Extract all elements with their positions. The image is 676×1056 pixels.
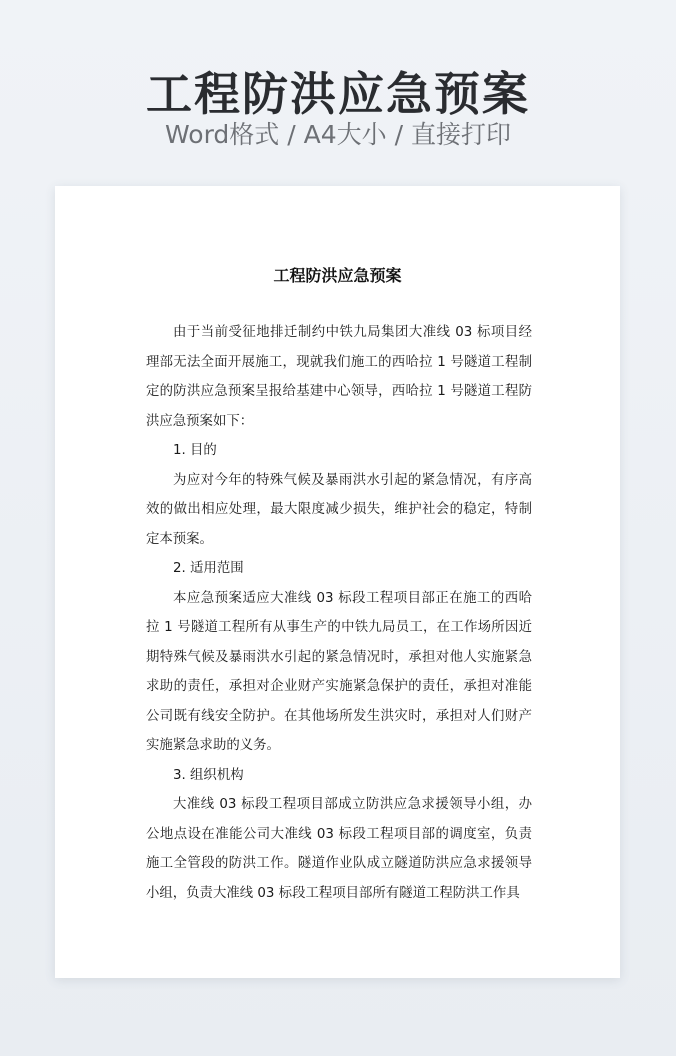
banner-title: 工程防洪应急预案 xyxy=(146,67,530,121)
section-heading-scope: 2. 适用范围 xyxy=(173,561,244,576)
paragraph-purpose: 为应对今年的特殊气候及暴雨洪水引起的紧急情况，有序高效的做出相应处理，最大限度减少损失，维护社会的稳定，特制定本预案。 xyxy=(146,472,532,547)
paragraph-scope: 本应急预案适应大准线 03 标段工程项目部正在施工的西哈拉 1 号隧道工程所有从事生产的中铁九局员工，在工作场所因近期特殊气候及暴雨洪水引起的紧急情况时，承担对他人实施紧急求助的责任，承担对企业财产实施紧急保护的责任，承担对准能公司既有线安全防护。在其他场所发生洪灾时，承担对人们财产实施紧急求助的义务。 xyxy=(146,590,532,753)
document-title: 工程防洪应急预案 xyxy=(273,266,402,285)
section-heading-organization: 3. 组织机构 xyxy=(173,767,244,783)
document-body xyxy=(146,318,532,908)
banner-subtitle: Word格式 / A4大小 / 直接打印 xyxy=(165,120,511,149)
paragraph-organization: 大准线 03 标段工程项目部成立防洪应急求援领导小组，办公地点设在准能公司大准线 03 标段工程项目部的调度室，负责施工全管段的防洪工作。隧道作业队成立隧道防洪应急求援领导小组，负责大准线 03 标段工程项目部所有隧道工程防洪工作具 xyxy=(146,797,532,901)
paragraph-intro: 由于当前受征地排迁制约中铁九局集团大准线 03 标项目经理部无法全面开展施工，现就我们施工的西哈拉 1 号隧道工程制定的防洪应急预案呈报给基建中心领导，西哈拉 1 号隧道工程防洪应急预案如下： xyxy=(146,325,532,429)
section-heading-purpose: 1. 目的 xyxy=(173,443,217,458)
